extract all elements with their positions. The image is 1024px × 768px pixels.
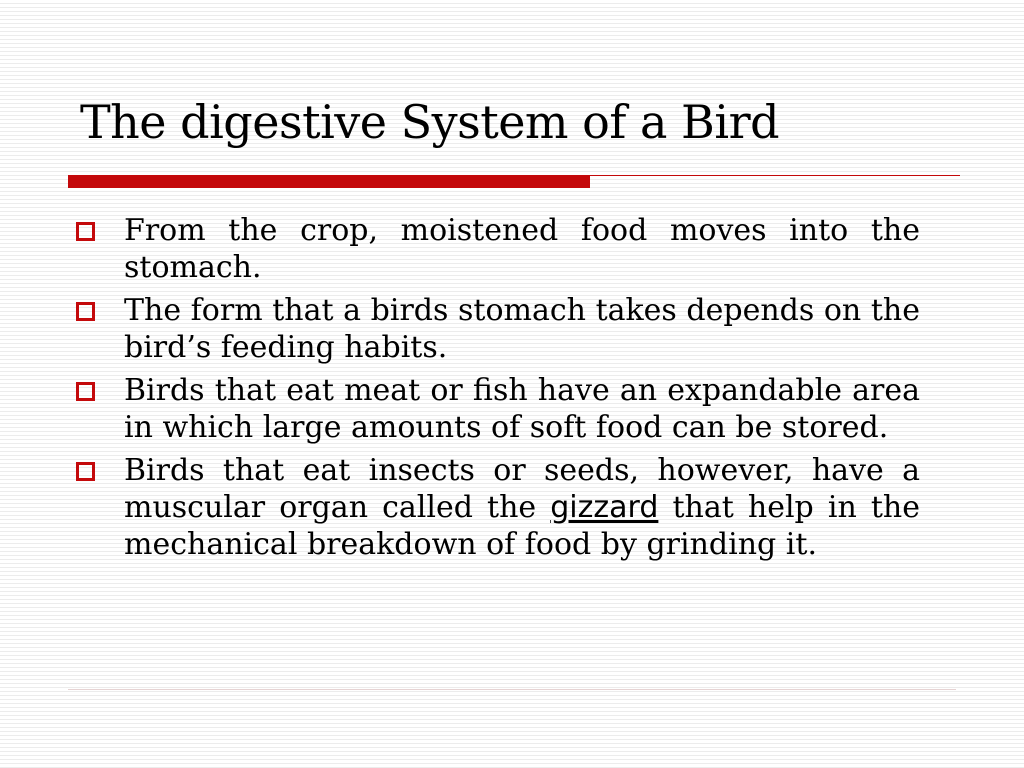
hollow-square-bullet-icon [76,302,95,321]
bullet-text-before: Birds that eat insects or seeds, however, have a muscular organ called the [124,453,920,525]
hollow-square-bullet-icon [76,222,95,241]
bullet-text: From the crop, moistened food moves into the stomach. [124,213,920,285]
bullet-list [72,212,920,569]
hollow-square-bullet-icon [76,462,95,481]
title-underline-thick [68,175,590,188]
bullet-item [72,452,920,563]
footer-divider [68,689,956,690]
bullet-text: Birds that eat meat or fish have an expandable area in which large amounts of soft food can be stored. [124,373,920,445]
bullet-text-after: that help in the mechanical breakdown of food by grinding it. [124,490,920,562]
bullet-item [72,212,920,286]
title-underline-thin [590,175,960,176]
slide-title: The digestive System of a Bird [80,95,780,149]
gizzard-term-link[interactable]: gizzard [550,490,659,525]
bullet-item [72,372,920,446]
hollow-square-bullet-icon [76,382,95,401]
bullet-text: The form that a birds stomach takes depends on the bird’s feeding habits. [124,293,920,365]
bullet-item [72,292,920,366]
